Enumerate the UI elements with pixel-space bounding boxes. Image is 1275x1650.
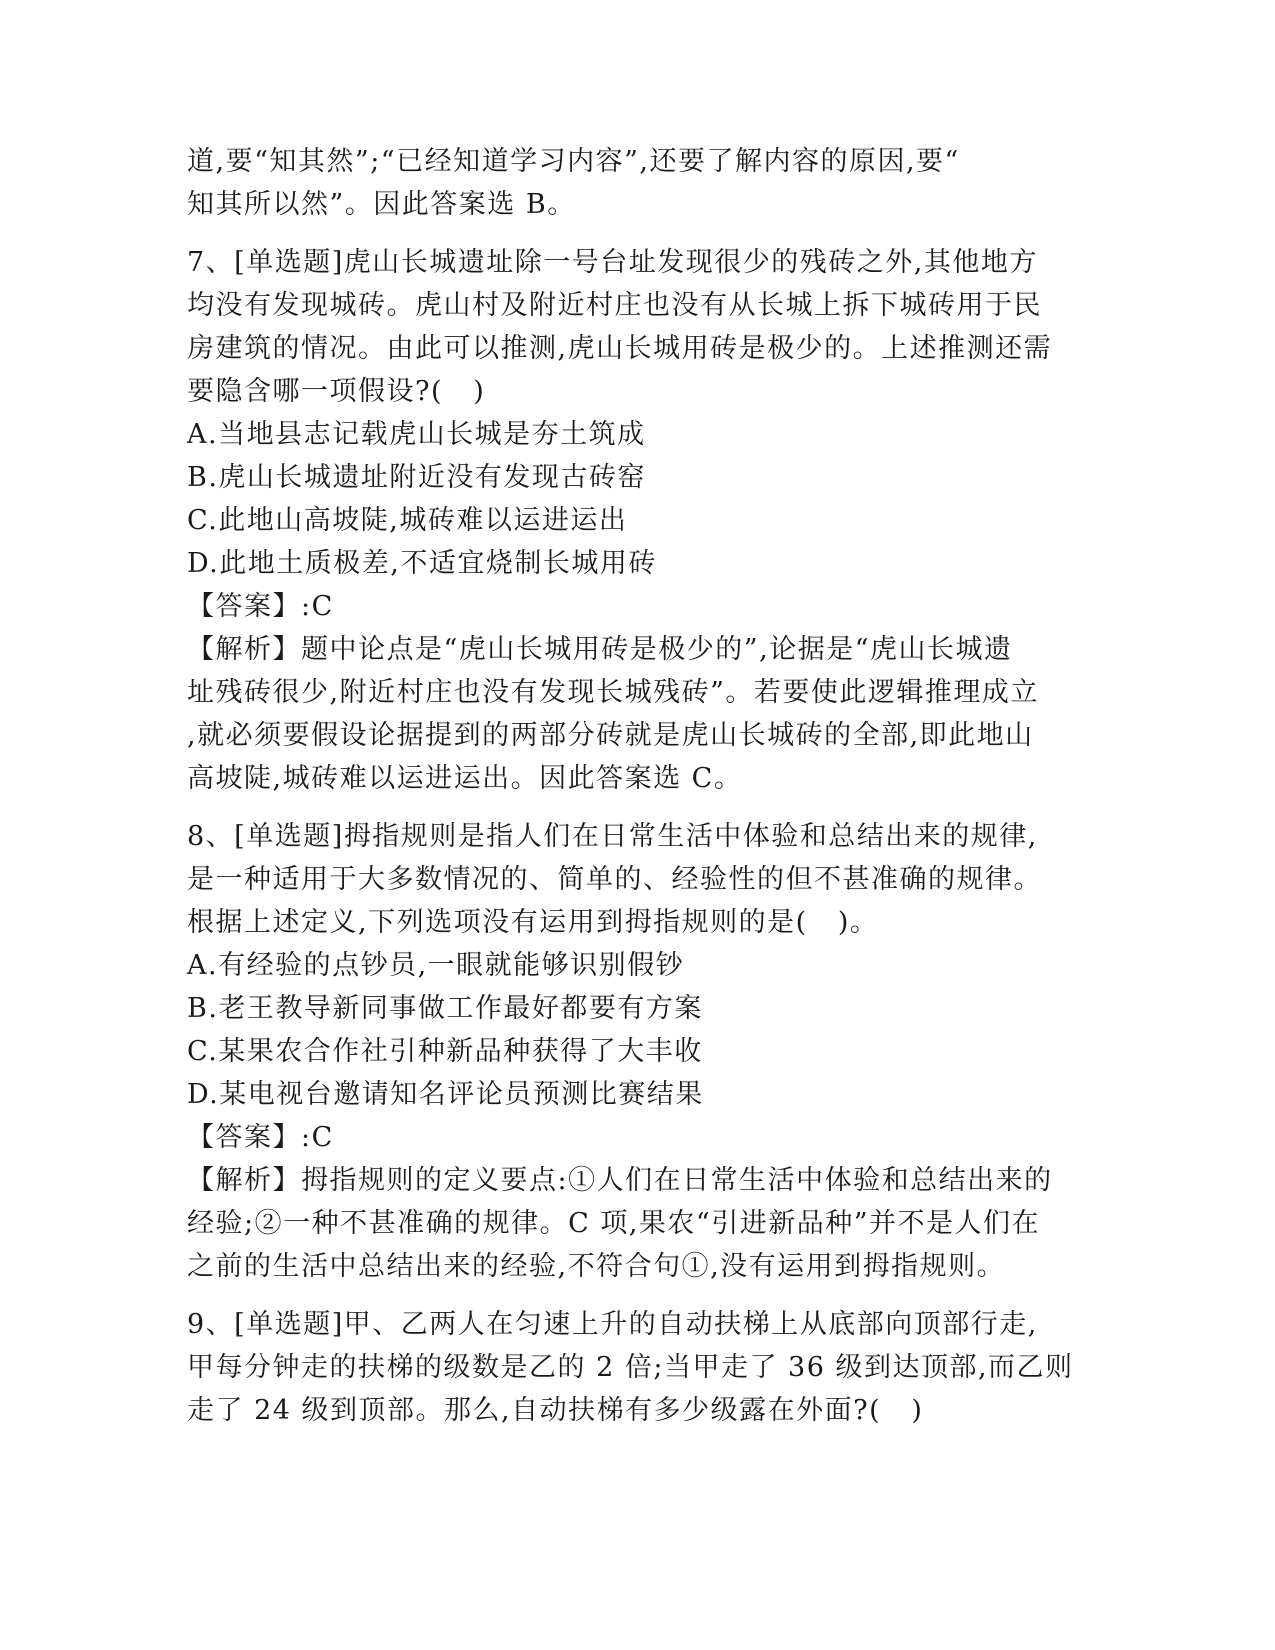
question-stem-line: 8、[单选题]拇指规则是指人们在日常生活中体验和总结出来的规律, (187, 821, 1038, 852)
option-d: D.此地土质极差,不适宜烧制长城用砖 (187, 548, 657, 579)
answer-line: 【答案】:C (187, 1122, 334, 1153)
explanation-line: 高坡陡,城砖难以运进运出。因此答案选 C。 (187, 763, 743, 794)
question-stem-line: 甲每分钟走的扶梯的级数是乙的 2 倍;当甲走了 36 级到达顶部,而乙则 (187, 1352, 1074, 1383)
text-line: 知其所以然”。因此答案选 B。 (187, 189, 576, 220)
question-stem-line: 走了 24 级到顶部。那么,自动扶梯有多少级露在外面?( ) (187, 1395, 924, 1426)
question-stem-line: 9、[单选题]甲、乙两人在匀速上升的自动扶梯上从底部向顶部行走, (187, 1309, 1038, 1340)
option-c: C.此地山高坡陡,城砖难以运进运出 (187, 505, 628, 536)
text-line: 道,要“知其然”;“已经知道学习内容”,还要了解内容的原因,要“ (187, 146, 960, 177)
question-7 (187, 241, 1087, 800)
explanation-line: 之前的生活中总结出来的经验,不符合句①,没有运用到拇指规则。 (187, 1251, 1006, 1282)
explanation-line: 址残砖很少,附近村庄也没有发现长城残砖”。若要使此逻辑推理成立 (187, 677, 1039, 708)
option-a: A.当地县志记载虎山长城是夯土筑成 (187, 419, 646, 450)
question-stem-line: 根据上述定义,下列选项没有运用到拇指规则的是( )。 (187, 907, 879, 938)
explanation-line: ,就必须要假设论据提到的两部分砖就是虎山长城砖的全部,即此地山 (187, 720, 1034, 751)
question-stem-line: 要隐含哪一项假设?( ) (187, 376, 486, 407)
answer-line: 【答案】:C (187, 591, 334, 622)
previous-explanation (187, 140, 1087, 226)
explanation-line: 经验;②一种不甚准确的规律。C 项,果农“引进新品种”并不是人们在 (187, 1208, 1041, 1239)
question-stem-line: 房建筑的情况。由此可以推测,虎山长城用砖是极少的。上述推测还需 (187, 333, 1053, 364)
explanation-line: 【解析】题中论点是“虎山长城用砖是极少的”,论据是“虎山长城遗 (187, 634, 1013, 665)
document-body (187, 140, 1087, 1432)
question-stem-line: 均没有发现城砖。虎山村及附近村庄也没有从长城上拆下城砖用于民 (187, 290, 1042, 321)
option-d: D.某电视台邀请知名评论员预测比赛结果 (187, 1079, 704, 1110)
explanation-line: 【解析】拇指规则的定义要点:①人们在日常生活中体验和总结出来的 (187, 1165, 1053, 1196)
question-9 (187, 1303, 1087, 1432)
question-stem-line: 7、[单选题]虎山长城遗址除一号台址发现很少的残砖之外,其他地方 (187, 247, 1038, 278)
question-stem-line: 是一种适用于大多数情况的、简单的、经验性的但不甚准确的规律。 (187, 864, 1042, 895)
option-b: B.老王教导新同事做工作最好都要有方案 (187, 993, 703, 1024)
option-c: C.某果农合作社引种新品种获得了大丰收 (187, 1036, 703, 1067)
question-8 (187, 815, 1087, 1288)
option-b: B.虎山长城遗址附近没有发现古砖窑 (187, 462, 646, 493)
option-a: A.有经验的点钞员,一眼就能够识别假钞 (187, 950, 685, 981)
